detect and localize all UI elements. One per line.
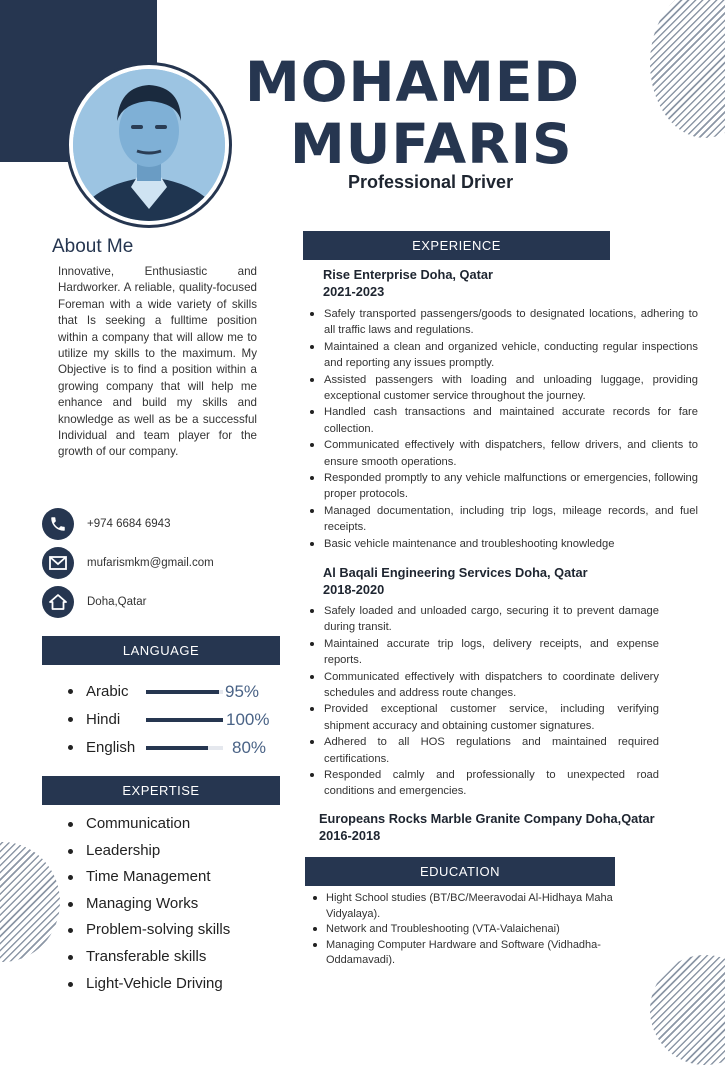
duty-item: Responded promptly to any vehicle malfunctions or emergencies, following proper protocols.: [308, 470, 698, 503]
duty-item: Responded calmly and professionally to unexpected road conditions and emergencies.: [308, 767, 659, 800]
job-1-header: [323, 266, 493, 300]
job-2-company: Al Baqali Engineering Services Doha, Qatar: [323, 565, 588, 580]
duty-item: Assisted passengers with loading and unloading luggage, providing exceptional customer service throughout the journey.: [308, 372, 698, 405]
contact-location: [42, 586, 146, 618]
last-name: MUFARIS: [290, 112, 573, 176]
job-1-company: Rise Enterprise Doha, Qatar: [323, 267, 493, 282]
expertise-item: Problem-solving skills: [68, 920, 230, 947]
duty-item: Safely loaded and unloaded cargo, securing it to prevent damage during transit.: [308, 603, 659, 636]
bullet: [68, 717, 73, 722]
education-item: Hight School studies (BT/BC/Meeravodai Al-Hidhaya Maha Vidyalaya).: [312, 891, 632, 922]
job-2-header: [323, 564, 588, 598]
language-level-fill: [146, 690, 219, 694]
bullet: [68, 745, 73, 750]
language-level-fill: [146, 718, 223, 722]
duty-item: Maintained accurate trip logs, delivery receipts, and expense reports.: [308, 636, 659, 669]
language-name: English: [86, 738, 136, 756]
duty-item: Handled cash transactions and maintained accurate records for fare collection.: [308, 404, 698, 437]
language-level-bar: [146, 718, 223, 722]
phone-text: +974 6684 6943: [87, 518, 171, 530]
language-heading: LANGUAGE: [42, 636, 280, 665]
education-heading: EDUCATION: [305, 857, 615, 886]
expertise-item: Transferable skills: [68, 947, 230, 974]
duty-item: Communicated effectively with dispatchers to coordinate delivery schedules and address route changes.: [308, 669, 659, 702]
contact-phone: [42, 508, 170, 540]
expertise-item: Communication: [68, 814, 230, 841]
striped-circle-bottom-left: [0, 842, 60, 962]
expertise-item: Leadership: [68, 841, 230, 868]
location-text: Doha,Qatar: [87, 596, 147, 608]
job-3-years: 2016-2018: [319, 828, 381, 843]
language-level-fill: [146, 746, 208, 750]
duty-item: Managed documentation, including trip logs, mileage records, and fuel receipts.: [308, 503, 698, 536]
language-item: [68, 735, 146, 759]
language-name: Arabic: [86, 682, 129, 700]
home-icon: [42, 586, 74, 618]
expertise-list: [68, 814, 230, 1000]
phone-icon: [42, 508, 74, 540]
duty-item: Safely transported passengers/goods to designated locations, adhering to all traffic laws and regulations.: [308, 306, 698, 339]
education-list: [312, 891, 632, 969]
language-item: [68, 707, 146, 731]
language-percent: 95%: [225, 682, 260, 701]
language-level-bar: [146, 746, 223, 750]
profile-photo: [73, 69, 225, 221]
duty-item: Communicated effectively with dispatchers, fellow drivers, and clients to ensure smooth operations.: [308, 437, 698, 470]
duty-item: Basic vehicle maintenance and troubleshooting knowledge: [308, 536, 698, 552]
education-item: Network and Troubleshooting (VTA-Valaichenai): [312, 922, 632, 938]
job-1-duties: [308, 306, 698, 552]
email-text: mufarismkm@gmail.com: [87, 557, 214, 569]
contact-email: [42, 547, 214, 579]
job-2-duties: [308, 603, 659, 800]
duty-item: Provided exceptional customer service, including verifying shipment accuracy and obtaining customer signatures.: [308, 701, 659, 734]
expertise-heading: EXPERTISE: [42, 776, 280, 805]
expertise-item: Time Management: [68, 867, 230, 894]
about-heading: About Me: [52, 236, 134, 257]
language-percent: 100%: [226, 710, 270, 729]
job-1-years: 2021-2023: [323, 284, 385, 299]
about-text: Innovative, Enthusiastic and Hardworker. A reliable, quality-focused Foreman with a wide variety of skills that Is seeking a fulltime position within a company that will allow me to utilize my skills to the maximum. My Objective is to find a position within a growing company that will help me enhance and build my skills and knowledge as well as be a successful Individual and team player for the growth of our company.: [58, 265, 257, 459]
experience-heading: EXPERIENCE: [303, 231, 610, 260]
bullet: [68, 689, 73, 694]
striped-circle-top-right: [650, 0, 725, 138]
education-item: Managing Computer Hardware and Software (Vidhadha-Oddamavadi).: [312, 938, 632, 969]
job-title: Professional Driver: [348, 172, 514, 192]
mail-icon: [42, 547, 74, 579]
job-3-company: Europeans Rocks Marble Granite Company Doha,Qatar: [319, 811, 655, 826]
duty-item: Adhered to all HOS regulations and maintained required certifications.: [308, 734, 659, 767]
job-2-years: 2018-2020: [323, 582, 385, 597]
language-name: Hindi: [86, 710, 121, 728]
duty-item: Maintained a clean and organized vehicle, conducting regular inspections and reporting any issues promptly.: [308, 339, 698, 372]
striped-circle-bottom-right: [650, 955, 725, 1065]
language-percent: 80%: [232, 738, 267, 757]
expertise-item: Managing Works: [68, 894, 230, 921]
first-name: MOHAMED: [245, 50, 581, 114]
job-3-header: [319, 810, 655, 844]
expertise-item: Light-Vehicle Driving: [68, 974, 230, 1001]
language-level-bar: [146, 690, 223, 694]
language-item: [68, 679, 146, 703]
